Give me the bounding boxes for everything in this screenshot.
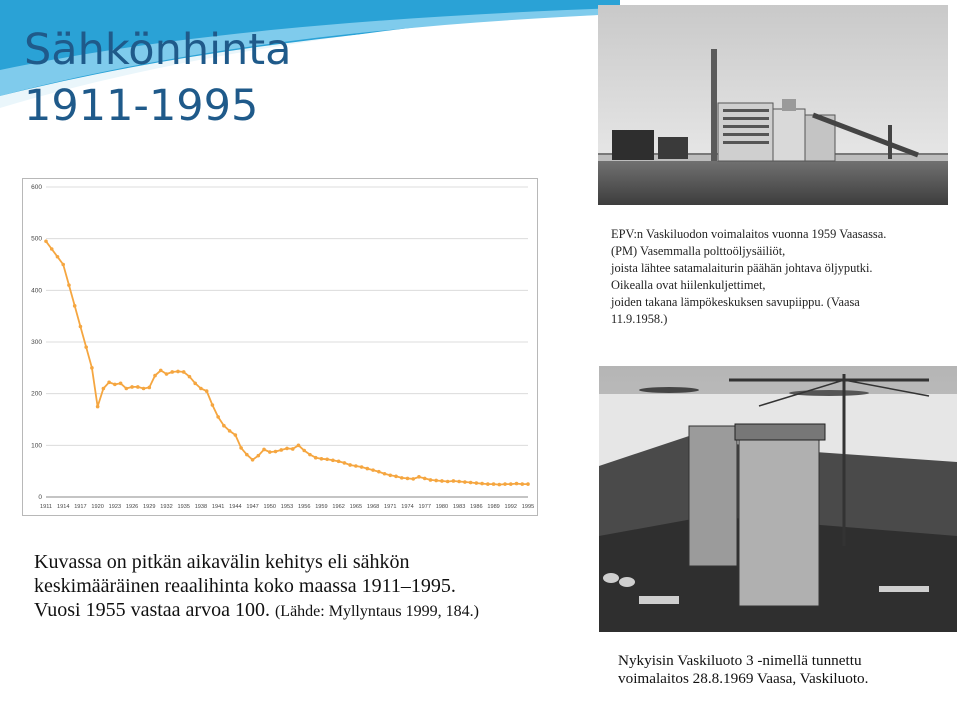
data-point — [79, 325, 83, 329]
data-point — [371, 468, 375, 472]
data-point — [170, 370, 174, 374]
x-tick-label: 1932 — [160, 504, 173, 510]
data-point — [245, 453, 249, 457]
data-point — [360, 465, 364, 469]
data-point — [142, 387, 146, 391]
x-tick-label: 1947 — [246, 504, 259, 510]
data-point — [107, 381, 111, 385]
x-tick-label: 1995 — [521, 504, 535, 510]
data-point — [457, 480, 461, 484]
data-point — [119, 382, 123, 386]
y-tick-label: 0 — [38, 494, 42, 501]
data-point — [526, 482, 530, 486]
data-point — [469, 481, 473, 485]
photo-top-caption-line: 11.9.1958.) — [611, 312, 668, 326]
photo-top-caption-line: EPV:n Vaskiluodon voimalaitos vuonna 1959 Vaasassa. — [611, 227, 887, 241]
data-point — [423, 477, 427, 481]
data-point — [446, 480, 450, 484]
data-point — [377, 470, 381, 474]
data-point — [216, 415, 220, 419]
data-point — [475, 481, 479, 485]
photo-power-plant-1959 — [598, 5, 948, 205]
x-tick-label: 1923 — [108, 504, 122, 510]
data-point — [165, 372, 169, 376]
data-point — [153, 374, 157, 378]
data-point — [515, 482, 519, 486]
data-point — [291, 447, 295, 451]
data-point — [228, 429, 232, 433]
data-point — [503, 482, 507, 486]
price-chart — [22, 178, 538, 516]
data-point — [486, 482, 490, 486]
data-point — [159, 369, 163, 373]
photo-top-caption — [611, 226, 941, 328]
data-point — [343, 461, 347, 465]
data-point — [182, 370, 186, 374]
data-point — [452, 479, 456, 483]
y-tick-label: 500 — [31, 235, 42, 243]
x-tick-label: 1992 — [504, 504, 518, 510]
x-tick-label: 1929 — [143, 504, 156, 510]
data-point — [509, 482, 513, 486]
data-point — [211, 403, 215, 407]
x-tick-label: 1989 — [487, 504, 500, 510]
data-point — [199, 387, 203, 391]
data-point — [429, 478, 433, 482]
data-point — [222, 424, 226, 428]
photo-top-caption-line: joista lähtee satamalaiturin päähän johtava öljyputki. — [611, 261, 873, 275]
data-point — [90, 366, 94, 370]
data-point — [84, 345, 88, 349]
x-tick-label: 1911 — [39, 504, 53, 510]
data-point — [67, 283, 71, 287]
x-tick-label: 1971 — [384, 504, 397, 510]
x-tick-label: 1917 — [74, 504, 87, 510]
data-point — [188, 375, 192, 379]
photo-top-caption-line: Oikealla ovat hiilenkuljettimet, — [611, 278, 766, 292]
data-point — [251, 458, 255, 462]
data-point — [56, 255, 60, 259]
data-point — [125, 387, 129, 391]
data-point — [234, 433, 238, 437]
data-point — [274, 450, 278, 454]
data-point — [434, 479, 438, 483]
chart-description — [34, 550, 554, 624]
data-point — [440, 479, 444, 483]
description-line-2: keskimääräinen reaalihinta koko maassa 1911–1995. — [34, 575, 456, 597]
x-tick-label: 1980 — [435, 504, 449, 510]
x-tick-label: 1962 — [332, 504, 345, 510]
data-point — [279, 448, 283, 452]
data-point — [394, 475, 398, 479]
data-point — [348, 463, 352, 467]
price-chart-svg — [23, 179, 537, 515]
data-point — [480, 482, 484, 486]
data-point — [257, 454, 261, 458]
data-point — [492, 482, 496, 486]
x-tick-label: 1983 — [452, 504, 466, 510]
x-tick-label: 1914 — [56, 504, 70, 510]
title-line-2: 1911-1995 — [24, 81, 259, 131]
data-point — [302, 449, 306, 453]
x-tick-label: 1944 — [229, 504, 242, 510]
x-tick-label: 1959 — [315, 504, 328, 510]
data-point — [113, 383, 117, 387]
data-point — [130, 385, 134, 389]
data-point — [44, 239, 48, 243]
photo-bottom-caption-line: voimalaitos 28.8.1969 Vaasa, Vaskiluoto. — [618, 670, 869, 687]
data-point — [239, 446, 243, 450]
x-tick-label: 1953 — [280, 504, 294, 510]
data-point — [411, 477, 415, 481]
data-point — [50, 247, 54, 251]
data-point — [268, 450, 272, 454]
title-line-1: Sähkönhinta — [24, 25, 292, 75]
data-point — [337, 460, 341, 464]
x-tick-label: 1965 — [349, 504, 363, 510]
data-point — [297, 444, 301, 448]
data-point — [314, 456, 318, 460]
x-tick-label: 1977 — [418, 504, 431, 510]
data-point — [320, 457, 324, 461]
y-tick-label: 400 — [31, 287, 42, 295]
photo-top-caption-line: (PM) Vasemmalla polttoöljysäiliöt, — [611, 244, 786, 258]
y-tick-label: 200 — [31, 390, 42, 398]
y-tick-label: 100 — [31, 442, 42, 450]
data-point — [400, 476, 404, 480]
x-tick-label: 1935 — [177, 504, 190, 510]
description-source: (Lähde: Myllyntaus 1999, 184.) — [274, 603, 479, 620]
data-point — [96, 405, 100, 409]
data-point — [102, 387, 106, 391]
data-point — [136, 385, 140, 389]
x-tick-label: 1938 — [194, 504, 208, 510]
x-tick-label: 1950 — [263, 504, 277, 510]
data-point — [73, 304, 77, 308]
x-tick-label: 1920 — [91, 504, 104, 510]
data-point — [308, 453, 312, 457]
data-point — [417, 475, 421, 479]
slide-title — [24, 22, 292, 134]
data-point — [383, 472, 387, 476]
data-point — [366, 467, 370, 471]
photo-bottom-caption — [618, 652, 958, 688]
photo-bottom-caption-line: Nykyisin Vaskiluoto 3 -nimellä tunnettu — [618, 652, 862, 669]
y-tick-label: 300 — [31, 339, 42, 346]
description-base-year: Vuosi 1955 vastaa arvoa 100. — [34, 599, 275, 621]
data-point — [61, 263, 65, 267]
data-point — [193, 382, 197, 386]
x-tick-label: 1974 — [401, 504, 414, 510]
x-tick-label: 1956 — [297, 504, 311, 510]
x-tick-label: 1941 — [211, 504, 225, 510]
data-point — [147, 386, 151, 390]
photo-construction-image — [599, 366, 957, 632]
data-point — [331, 459, 335, 463]
description-line-3 — [34, 598, 554, 624]
y-tick-label: 600 — [31, 184, 42, 191]
data-point — [354, 464, 358, 468]
photo-construction-1969 — [599, 366, 957, 632]
data-point — [325, 457, 329, 461]
photo-power-plant-image — [598, 5, 948, 205]
data-point — [205, 389, 209, 393]
photo-top-caption-line: joiden takana lämpökeskuksen savupiippu. (Vaasa — [611, 295, 860, 309]
description-line-1: Kuvassa on pitkän aikavälin kehitys eli sähkön — [34, 551, 410, 573]
data-point — [176, 370, 180, 374]
x-tick-label: 1926 — [125, 504, 139, 510]
data-point — [463, 480, 467, 484]
data-point — [406, 477, 410, 481]
x-tick-label: 1968 — [366, 504, 380, 510]
x-tick-label: 1986 — [470, 504, 483, 510]
data-point — [262, 448, 266, 452]
data-point — [498, 483, 502, 487]
data-point — [285, 447, 289, 451]
data-point — [520, 482, 524, 486]
data-point — [388, 474, 392, 478]
